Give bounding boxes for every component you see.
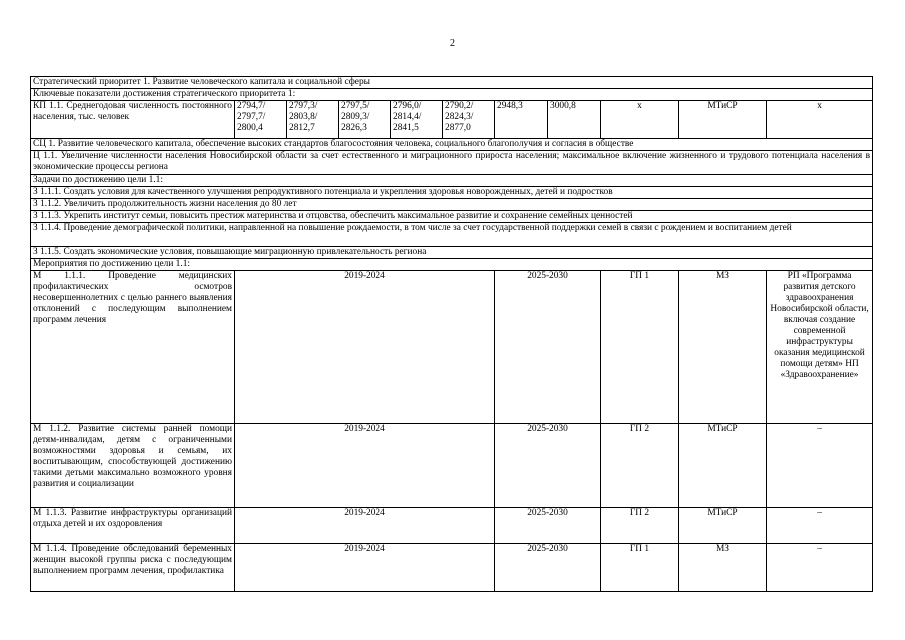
kpi-value-1-line-3: 2800,4 [237,123,263,133]
kpi-value-6: 2948,3 [495,101,548,139]
kpi-value-3-line-3: 2826,3 [341,123,367,133]
kpi-value-5-line-2: 2824,3/ [445,112,474,122]
measure-3-period-1: 2019-2024 [235,508,495,544]
goal-title: Ц 1.1. Увеличение численности населения Новосибирской области за счет естественного и миграционного прироста населения; максимальное включение жизненного и трудового потенциала населения в экономические процессы региона [31,151,873,175]
kpi-value-3 [339,101,391,139]
measure-3-period-2: 2025-2030 [495,508,601,544]
priority-row [31,77,873,89]
task-5: З 1.1.5. Создать экономические условия, повышающие миграционную привлекательность региона [31,247,873,259]
measure-3-name: М 1.1.3. Развитие инфраструктуры организаций отдыха детей и их оздоровления [31,508,235,544]
measure-4-executor: МЗ [679,544,767,592]
task-1: З 1.1.1. Создать условия для качественного улучшения репродуктивного потенциала и укрепления здоровья новорожденных, детей и подростков [31,187,873,199]
priority-title: Стратегический приоритет 1. Развитие человеческого капитала и социальной сферы [31,77,873,89]
measure-1-note: РП «Программа развития детского здравоохранения Новосибирской области, включая создание современной инфраструктуры оказания медицинской помощи детям» НП «Здравоохранение» [767,271,873,424]
task-row [31,199,873,211]
tasks-header: Задачи по достижению цели 1.1: [31,175,873,187]
task-3: З 1.1.3. Укрепить институт семьи, повысить престиж материнства и отцовства, обеспечить максимальное развитие и сохранение семейных ценностей [31,211,873,223]
measure-row [31,508,873,544]
measure-2-period-1: 2019-2024 [235,424,495,508]
kpi-value-4-line-2: 2814,4/ [393,112,422,122]
kpi-value-1-line-2: 2797,7/ [237,112,266,122]
measure-4-period-1: 2019-2024 [235,544,495,592]
measure-row [31,544,873,592]
measure-3-note: – [767,508,873,544]
sc-row [31,139,873,151]
measure-3-program: ГП 2 [601,508,679,544]
kpi-value-7: 3000,8 [548,101,601,139]
measure-4-period-2: 2025-2030 [495,544,601,592]
kpi-header: Ключевые показатели достижения стратегического приоритета 1: [31,89,873,101]
measures-header-row [31,259,873,271]
kpi-value-5-line-1: 2790,2/ [445,101,474,111]
kpi-value-2-line-1: 2797,3/ [289,101,318,111]
task-row [31,247,873,259]
tasks-header-row [31,175,873,187]
kpi-header-row [31,89,873,101]
kpi-executor: МТиСР [679,101,767,139]
page-number: 2 [450,38,455,49]
kpi-value-1-line-1: 2794,7/ [237,101,266,111]
measure-2-program: ГП 2 [601,424,679,508]
measure-2-period-2: 2025-2030 [495,424,601,508]
task-4: З 1.1.4. Проведение демографической политики, направленной на повышение рождаемости, в том числе за счет государственной поддержки семей в связи с рождением и воспитанием детей [31,223,873,247]
strategy-table [30,76,873,592]
measure-4-name: М 1.1.4. Проведение обследований беременных женщин высокой группы риска с последующим выполнением программ лечения, профилактика [31,544,235,592]
kpi-value-1 [235,101,287,139]
kpi-row [31,101,873,139]
measure-1-period-1: 2019-2024 [235,271,495,424]
measure-row [31,424,873,508]
measure-1-period-2: 2025-2030 [495,271,601,424]
kpi-value-2 [287,101,339,139]
task-row [31,223,873,247]
measure-1-name: М 1.1.1. Проведение медицинских профилактических осмотров несовершеннолетних с целью раннего выявления отклонений с последующим выполнением программ лечения [31,271,235,424]
kpi-label: КП 1.1. Среднегодовая численность постоянного населения, тыс. человек [31,101,235,139]
kpi-value-4-line-1: 2796,0/ [393,101,422,111]
task-row [31,211,873,223]
kpi-value-5 [443,101,495,139]
measures-header: Мероприятия по достижению цели 1.1: [31,259,873,271]
kpi-value-2-line-2: 2803,8/ [289,112,318,122]
task-row [31,187,873,199]
measure-2-executor: МТиСР [679,424,767,508]
measure-4-note: – [767,544,873,592]
measure-3-executor: МТиСР [679,508,767,544]
kpi-value-2-line-3: 2812,7 [289,123,315,133]
kpi-value-10: х [767,101,873,139]
measure-row [31,271,873,424]
goal-row [31,151,873,175]
kpi-value-3-line-2: 2809,3/ [341,112,370,122]
measure-2-note: – [767,424,873,508]
kpi-value-4 [391,101,443,139]
measure-1-executor: МЗ [679,271,767,424]
kpi-value-3-line-1: 2797,5/ [341,101,370,111]
measure-4-program: ГП 1 [601,544,679,592]
kpi-value-4-line-3: 2841,5 [393,123,419,133]
kpi-value-5-line-3: 2877,0 [445,123,471,133]
sc-title: СЦ 1. Развитие человеческого капитала, обеспечение высоких стандартов благосостояния человека, социального благополучия и согласия в обществе [31,139,873,151]
measure-1-program: ГП 1 [601,271,679,424]
kpi-value-8: х [601,101,679,139]
task-2: З 1.1.2. Увеличить продолжительность жизни населения до 80 лет [31,199,873,211]
measure-2-name: М 1.1.2. Развитие системы ранней помощи детям-инвалидам, детям с ограниченными возможностями здоровья и семьям, их воспитывающим, способствующей достижению такими детьми максимально возможного уровня развития и социализации [31,424,235,508]
